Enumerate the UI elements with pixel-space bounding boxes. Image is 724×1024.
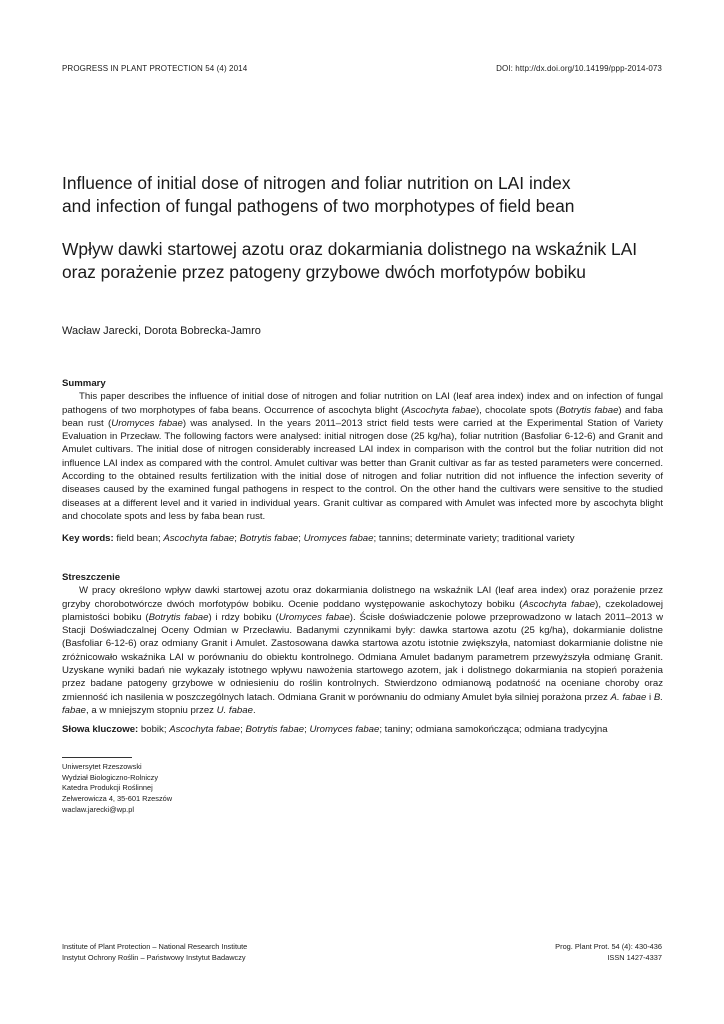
affiliation-line: Wydział Biologiczno-Rolniczy <box>62 772 159 782</box>
summary-text: This paper describes the influence of initial dose of nitrogen and foliar nutrition on LAI (leaf area index) index and on infection of fungal pathogens of two morphotypes of faba beans. Occurrence of ascochyta blight (Ascochyta fabae), chocolate spots (Botrytis fabae) and faba bean rust (Uromyces fabae) was analysed. In the years 2011–2013 strict field tests were carried at the Experimental Station of Variety Evaluation in Przecław. The following factors were analysed: initial nitrogen dose (25 kg/ha), foliar nutrition (Basfoliar 6-12-6) and Granit and Amulet cultivars. The initial dose of nitrogen considerably increased LAI index in comparison with the control but the foliar nutrition did not influence LAI index as compared with the control. Amulet cultivar was better than Granit cultivar as far as tested parameters were concerned. According to the obtained results fertilization with the initial dose of nitrogen and foliar nutrition did not influence the infection severity of diseases caused by the examined fungal pathogens in respect to the control. On the other hand the cultivars were sensitive to the studied diseases at a different level and it varied in individual years. Granit cultivar as compared with Amulet was infected more by ascochyta blight and chocolate spots and less by faba bean rust. <box>62 391 663 522</box>
keywords-label: Key words: <box>62 533 114 544</box>
running-header-doi: DOI: http://dx.doi.org/10.14199/ppp-2014-073 <box>496 64 662 73</box>
streszczenie-section <box>62 571 663 717</box>
streszczenie-heading: Streszczenie <box>62 572 121 583</box>
affiliation-line: Katedra Produkcji Roślinnej <box>62 783 153 793</box>
summary-section <box>62 377 663 523</box>
footer-issn: ISSN 1427-4337 <box>607 953 662 962</box>
title-en-line-1: Influence of initial dose of nitrogen and foliar nutrition on LAI index <box>62 173 571 193</box>
article-title-polish <box>62 238 662 283</box>
affiliation-line: Uniwersytet Rzeszowski <box>62 762 142 771</box>
footer-institute-pl: Instytut Ochrony Roślin – Państwowy Instytut Badawczy <box>62 953 246 962</box>
title-en-line-2: and infection of fungal pathogens of two morphotypes of field bean <box>62 195 575 216</box>
keywords-label-pl: Słowa kluczowe: <box>62 724 139 735</box>
author-affiliation <box>62 762 172 816</box>
summary-heading: Summary <box>62 378 106 389</box>
footnote-divider <box>62 757 132 758</box>
article-title-english <box>62 172 662 217</box>
title-pl-line-2: oraz porażenie przez patogeny grzybowe dwóch morfotypów bobiku <box>62 261 586 282</box>
footer-institute-en: Institute of Plant Protection – National Research Institute <box>62 942 248 951</box>
title-pl-line-1: Wpływ dawki startowej azotu oraz dokarmiania dolistnego na wskaźnik LAI <box>62 239 638 259</box>
affiliation-email: waclaw.jarecki@wp.pl <box>62 804 134 814</box>
affiliation-line: Zelwerowicza 4, 35-601 Rzeszów <box>62 794 173 804</box>
keywords-polish: Słowa kluczowe: bobik; Ascochyta fabae; Botrytis fabae; Uromyces fabae; taniny; odmiana samokończąca; odmiana tradycyjna <box>62 724 608 735</box>
footer-citation-pages: Prog. Plant Prot. 54 (4): 430-436 <box>555 942 662 951</box>
running-header-journal: PROGRESS IN PLANT PROTECTION 54 (4) 2014 <box>62 64 248 73</box>
streszczenie-text: W pracy określono wpływ dawki startowej azotu oraz dokarmiania dolistnego na wskaźnik LAI (leaf area index) oraz porażenie przez grzyby chorobotwórcze dwóch morfotypów bobiku. Ocenie poddano występowanie askochytozy bobiku (Ascochyta fabae), czekoladowej plamistości bobiku (Botrytis fabae) i rdzy bobiku (Uromyces fabae). Ścisłe doświadczenie polowe przeprowadzono w latach 2011–2013 w Stacji Doświadczalnej Oceny Odmian w Przecławiu. Badanymi czynnikami były: dawka startowa azotu (25 kg/ha), dokarmianie dolistne (Basfoliar 6-12-6) oraz odmiany Granit i Amulet. Zastosowana dawka startowa azotu istotnie zwiększyła, natomiast dokarmianie dolistne nie zróżnicowało wskaźnika LAI w porównaniu do obiektu kontrolnego. Odmiana Amulet badanym parametrem przewyższyła odmianę Granit. Uzyskane wyniki badań nie wykazały istotnego wpływu nawożenia startowego azotem, jak i dolistnego dokarmiania na stopień porażenia przez badane patogeny grzybowe w odniesieniu do roślin kontrolnych. Stwierdzono odmianową podatność na oceniane choroby oraz zmienność ich nasilenia w poszczególnych latach. Odmiana Granit w porównaniu do odmiany Amulet była silniej porażona przez A. fabae i B. fabae, a w mniejszym stopniu przez U. fabae. <box>62 585 664 716</box>
footer-institute <box>62 941 247 963</box>
keywords-english: Key words: field bean; Ascochyta fabae; Botrytis fabae; Uromyces fabae; tannins; determinate variety; traditional variety <box>62 533 575 544</box>
footer-citation <box>555 941 662 963</box>
authors: Wacław Jarecki, Dorota Bobrecka-Jamro <box>62 325 261 337</box>
